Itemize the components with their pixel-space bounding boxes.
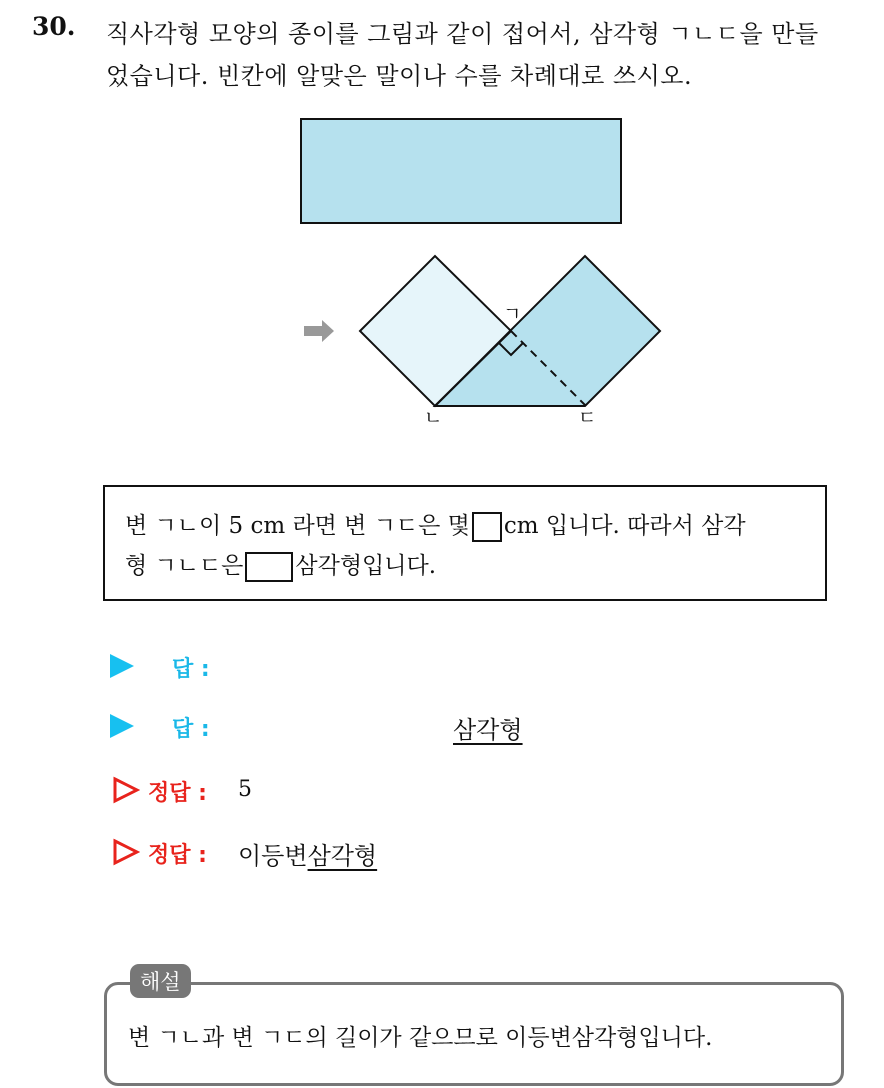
- explanation-tag: 해설: [130, 964, 191, 998]
- answer-label-2: 답 :: [172, 717, 210, 742]
- fill-line2-text-a: 형 ㄱㄴㄷ은: [125, 553, 244, 579]
- vertex-label-n: ㄴ: [424, 407, 443, 429]
- correct-answer-label-2: 정답 :: [148, 843, 207, 868]
- correct-answer-value-2: [238, 836, 377, 871]
- correct-answer-marker-icon: [112, 838, 140, 866]
- answer-marker-icon: [110, 654, 134, 678]
- correct-answer-marker-icon: [112, 776, 140, 804]
- answer-label-1: 답 :: [172, 657, 210, 682]
- fill-line1: [125, 507, 746, 542]
- correct-answer-value-1: 5: [238, 777, 252, 802]
- fill-in-box: [103, 485, 827, 601]
- paper-rectangle-figure: [300, 118, 622, 224]
- question-text-line2: 었습니다. 빈칸에 알맞은 말이나 수를 차례대로 쓰시오.: [106, 62, 693, 90]
- answer-value-2: 삼각형: [453, 716, 523, 744]
- fill-line1-text-b: cm 입니다. 따라서 삼각: [503, 513, 746, 539]
- vertex-label-d: ㄷ: [578, 407, 597, 429]
- explanation-text: 변 ㄱㄴ과 변 ㄱㄷ의 길이가 같으므로 이등변삼각형입니다.: [128, 1025, 713, 1051]
- correct-answer-value-2-prefix: 이등변: [238, 842, 308, 870]
- correct-answer-label-1: 정답 :: [148, 781, 207, 806]
- fill-line2: [125, 547, 436, 582]
- blank-word-input[interactable]: [245, 552, 293, 582]
- correct-answer-value-2-main: 삼각형: [307, 842, 378, 870]
- answer-marker-icon: [110, 714, 134, 738]
- fill-line1-text-a: 변 ㄱㄴ이 5 cm 라면 변 ㄱㄷ은 몇: [125, 513, 470, 539]
- question-number: 30.: [32, 12, 76, 41]
- fold-arrow-icon: [304, 320, 334, 342]
- blank-number-input[interactable]: [472, 512, 502, 542]
- fill-line2-text-b: 삼각형입니다.: [295, 553, 437, 579]
- question-text-line1: 직사각형 모양의 종이를 그림과 같이 접어서, 삼각형 ㄱㄴㄷ을 만들: [106, 20, 819, 48]
- folded-paper-figure: [290, 250, 670, 430]
- vertex-label-g: ㄱ: [503, 303, 522, 325]
